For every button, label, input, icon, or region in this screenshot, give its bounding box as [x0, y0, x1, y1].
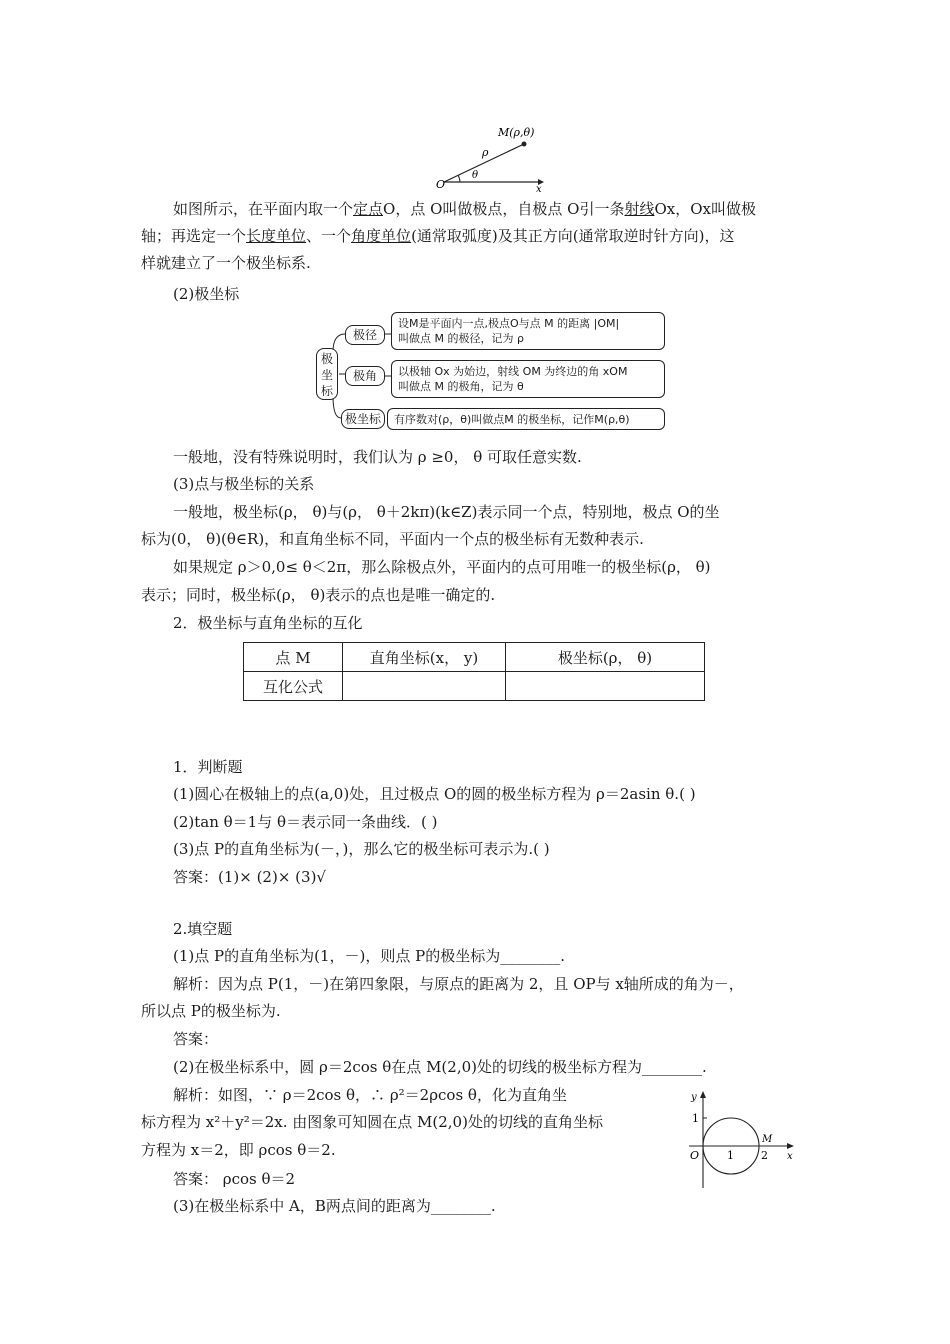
x-axis-arrow-icon — [787, 1143, 794, 1149]
section-point-relation-title: (3)点与极坐标的关系 — [173, 475, 315, 493]
y-label: y — [691, 1092, 697, 1103]
tag-polar-angle: 极角 — [345, 366, 385, 386]
fill-question-3: (3)在极坐标系中 A，B两点间的距离为________. — [173, 1197, 496, 1215]
judgment-answer: 答案：(1)× (2)× (3)√ — [173, 868, 326, 886]
section-polar-coord-title: (2)极坐标 — [173, 285, 240, 303]
angle-arc — [458, 175, 460, 182]
point-m-label: M — [762, 1134, 773, 1145]
table-row — [244, 643, 705, 672]
tick-label-x-2: 2 — [761, 1149, 768, 1162]
fill-title: 2.填空题 — [173, 920, 233, 938]
table-cell — [506, 672, 705, 701]
judgment-item-3: (3)点 P的直角坐标为(－，)，那么它的极坐标可表示为.( ) — [173, 840, 550, 858]
table-header-cell: 点 M — [244, 643, 343, 672]
intro-line-2: 轴；再选定一个长度单位、一个角度单位(通常取弧度)及其正方向(通常取逆时针方向)，这 — [141, 227, 735, 245]
tag-polar-radius: 极径 — [345, 325, 385, 345]
fill-solution-1-line-1: 解析：因为点 P(1，－)在第四象限，与原点的距离为 2，且 OP与 x轴所成的角为－， — [173, 975, 744, 993]
box-polar-coord: 有序数对(ρ，θ)叫做点M 的极坐标，记作M(ρ,θ) — [387, 408, 665, 430]
tick-label-y-1: 1 — [692, 1112, 699, 1125]
fill-answer-1: 答案： — [173, 1030, 219, 1048]
box-polar-angle: 以极轴 Ox 为始边，射线 OM 为终边的角 xOM 叫做点 M 的极角，记为 θ — [391, 360, 665, 398]
conversion-table — [243, 642, 705, 701]
fill-solution-1-line-2: 所以点 P的极坐标为. — [141, 1002, 281, 1020]
general-remark: 一般地，没有特殊说明时，我们认为 ρ ≥0， θ 可取任意实数. — [173, 448, 582, 466]
intro-line-1: 如图所示，在平面内取一个定点O，点 O叫做极点，自极点 O引一条射线Ox，Ox叫做极 — [173, 200, 756, 218]
table-row — [244, 672, 705, 701]
y-axis-arrow-icon — [700, 1091, 706, 1098]
judgment-item-1: (1)圆心在极轴上的点(a,0)处，且过极点 O的圆的极坐标方程为 ρ＝2asin θ.( ) — [173, 785, 696, 803]
intro-line-3: 样就建立了一个极坐标系. — [141, 254, 311, 272]
table-header-cell: 直角坐标(x， y) — [343, 643, 506, 672]
fill-solution-2-line-2: 标方程为 x²＋y²＝2x. 由图象可知圆在点 M(2,0)处的切线的直角坐标 — [141, 1113, 603, 1131]
origin-label: O — [436, 178, 446, 191]
judgment-title: 1．判断题 — [173, 758, 243, 776]
circle-figure — [683, 1088, 803, 1192]
tick-label-x-1: 1 — [727, 1149, 734, 1162]
rho-label: ρ — [482, 146, 489, 159]
fill-answer-2: 答案： ρcos θ＝2 — [173, 1170, 296, 1188]
point-label: M(ρ,θ) — [498, 126, 535, 139]
fill-question-1: (1)点 P的直角坐标为(1，－)，则点 P的极坐标为________. — [173, 947, 565, 965]
table-header-cell: 极坐标(ρ， θ) — [506, 643, 705, 672]
point-m — [522, 142, 527, 147]
fill-solution-2-line-3: 方程为 x＝2，即 ρcos θ＝2. — [141, 1141, 336, 1159]
tag-polar-coord: 极坐标 — [341, 409, 385, 429]
uniqueness-line-2: 表示；同时，极坐标(ρ， θ)表示的点也是唯一确定的. — [141, 586, 496, 604]
uniqueness-line-1: 如果规定 ρ＞0,0≤ θ＜2π，那么除极点外，平面内的点可用唯一的极坐标(ρ， θ) — [173, 558, 711, 576]
section-conversion-title: 2．极坐标与直角坐标的互化 — [173, 614, 363, 632]
polar-point-figure — [430, 122, 560, 194]
x-label: x — [787, 1151, 793, 1162]
table-cell: 互化公式 — [244, 672, 343, 701]
relation-line-2: 标为(0， θ)(θ∈R)，和直角坐标不同，平面内一个点的极坐标有无数种表示. — [141, 530, 644, 548]
table-cell — [343, 672, 506, 701]
origin-label: O — [690, 1149, 700, 1162]
judgment-item-2: (2)tan θ＝1与 θ＝表示同一条曲线．( ) — [173, 813, 438, 831]
diagram-root: 极坐标 — [316, 348, 338, 400]
x-label: x — [536, 184, 542, 194]
fill-solution-2-line-1: 解析：如图，∵ ρ＝2cos θ，∴ ρ²＝2ρcos θ，化为直角坐 — [173, 1086, 567, 1104]
relation-line-1: 一般地，极坐标(ρ， θ)与(ρ， θ＋2kπ)(k∈Z)表示同一个点，特别地，极点 O的坐 — [173, 503, 720, 521]
fill-question-2: (2)在极坐标系中，圆 ρ＝2cos θ在点 M(2,0)处的切线的极坐标方程为________. — [173, 1058, 707, 1076]
box-polar-radius: 设M是平面内一点,极点O与点 M 的距离 |OM| 叫做点 M 的极径，记为 ρ — [391, 312, 665, 350]
theta-label: θ — [472, 170, 479, 181]
concept-diagram — [313, 312, 667, 436]
